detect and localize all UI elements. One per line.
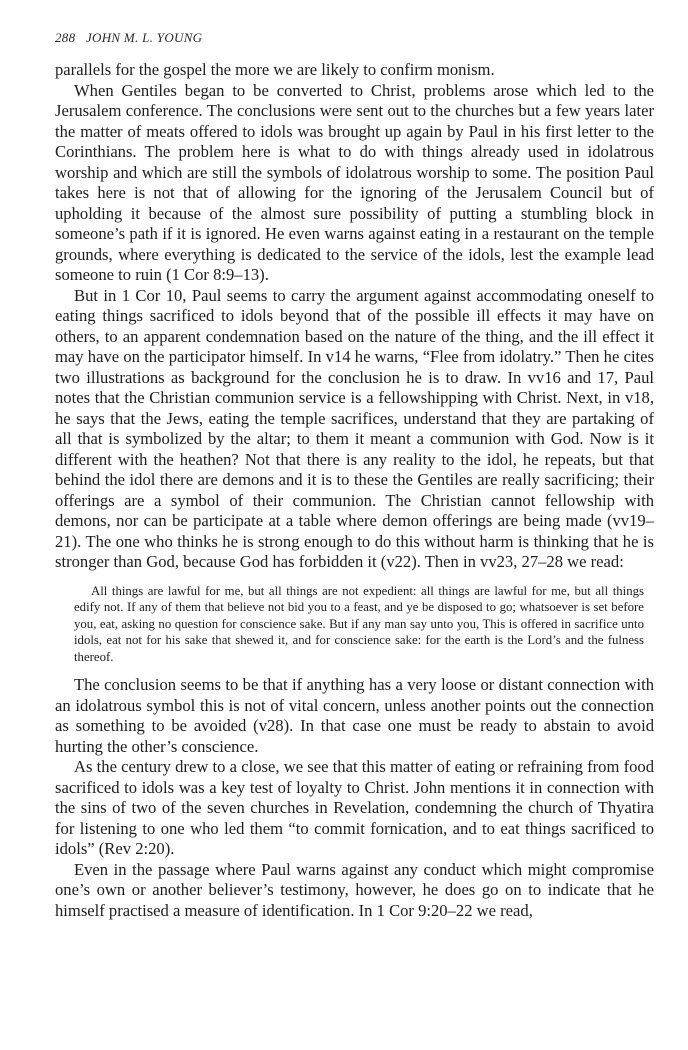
paragraph: When Gentiles began to be converted to Christ, problems arose which led to the Jerusalem conference. The conclusions were sent out to the churches but a few years later the matter of meats offered to idols was brought up again by Paul in his first letter to the Corinthians. The problem here is what to do with things already used in idolatrous worship and which are still the symbols of idolatrous worship to some. The position Paul takes here is not that of allowing for the ignoring of the Jerusalem Council but of upholding it because of the almost sure possibility of putting a stumbling block in someone’s path if it is ignored. He even warns against eating in a restaurant on the temple grounds, where everything is dedicated to the service of the idols, lest the example lead someone to ruin (1 Cor 8:9–13). (55, 80, 654, 284)
paragraph: As the century drew to a close, we see that this matter of eating or refraining from food sacrificed to idols was a key test of loyalty to Christ. John mentions it in connection with the sins of two of the seven churches in Revelation, condemning the church of Thyatira for listening to one who led them “to commit fornication, and to eat things sacrificed to idols” (Rev 2:20). (55, 757, 654, 859)
page-number: 288 (55, 30, 76, 45)
paragraph: The conclusion seems to be that if anything has a very loose or distant connection with an idolatrous symbol this is not of vital concern, unless another points out the connection as something to be avoided (v28). In that case one must be ready to abstain to avoid hurting the other’s conscience. (55, 675, 654, 756)
paragraph-continued: parallels for the gospel the more we are likely to confirm monism. (55, 60, 495, 79)
block-quote (74, 583, 644, 666)
running-head (55, 30, 202, 46)
paragraph: Even in the passage where Paul warns against any conduct which might compromise one’s own or another believer’s testimony, however, he does go on to indicate that he himself practised a measure of identification. In 1 Cor 9:20–22 we read, (55, 859, 654, 920)
quote-text: All things are lawful for me, but all things are not expedient: all things are lawful for me, but all things edify not. If any of them that believe not bid you to a feast, and ye be disposed to go; whatsoever is set before you, eat, asking no question for conscience sake. But if any man say unto you, This is offered in sacrifice unto idols, eat not for his sake that shewed it, and for conscience sake: for the earth is the Lord’s and the fulness thereof. (74, 583, 644, 664)
author-name: JOHN M. L. YOUNG (85, 30, 203, 45)
body-text (55, 60, 654, 921)
paragraph: But in 1 Cor 10, Paul seems to carry the argument against accommodating oneself to eating things sacrificed to idols beyond that of the possible ill effects it may have on others, to an apparent condemnation based on the nature of the thing, and the ill effect it may have on the participator himself. In v14 he warns, “Flee from idolatry.” Then he cites two illustrations as background for the conclusion he is to draw. In vv16 and 17, Paul notes that the Christian communion service is a fellowshipping with Christ. Next, in v18, he says that the Jews, eating the temple sacrifices, understand that they are partaking of all that is symbolized by the altar; to them it meant a communion with God. Now is it different with the heathen? Not that there is any reality to the idol, he repeats, but that behind the idol there are demons and it is to these the Gentiles are really sacrificing; their offerings are a symbol of their communion. The Christian cannot fellowship with demons, nor can be participate at a table where demon offerings are being made (vv19–21). The one who thinks he is strong enough to do this without harm is thinking that he is stronger than God, because God has forbidden it (v22). Then in vv23, 27–28 we read: (55, 285, 654, 571)
